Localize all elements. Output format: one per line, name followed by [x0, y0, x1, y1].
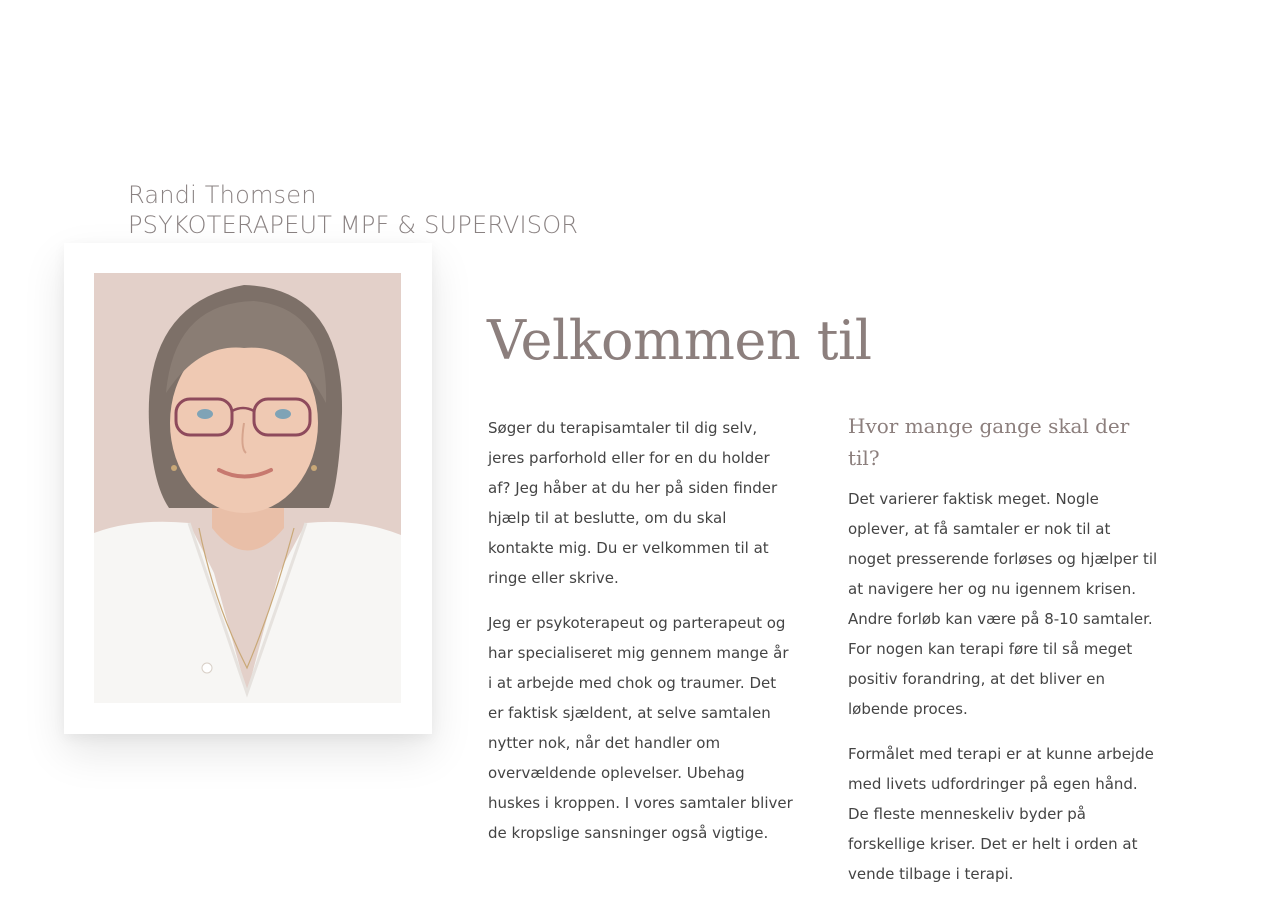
portrait-photo: [94, 273, 401, 703]
faq-heading: Hvor mange gange skal der til?: [848, 414, 1130, 470]
faq-paragraph-2: Formålet med terapi er at kunne arbejde med livets udfordringer på egen hånd. De fleste menneskeliv byder på forskellige kriser. Det er helt i orden at vende tilbage i terapi.: [848, 745, 1154, 883]
faq-paragraph-1: Det varierer faktisk meget. Nogle oplever, at få samtaler er nok til at noget presserende forløses og hjælper til at navigere her og nu igennem krisen. Andre forløb kan være på 8-10 samtaler. For nogen kan terapi føre til så meget positiv forandring, at det bliver en løbende proces.: [848, 490, 1158, 718]
portrait-card: [64, 243, 432, 734]
therapist-name[interactable]: Randi Thomsen: [128, 181, 317, 209]
site-header: [128, 180, 578, 240]
intro-column: [488, 413, 793, 863]
therapist-title: PSYKOTERAPEUT MPF & SUPERVISOR: [128, 211, 579, 239]
intro-paragraph-1: Søger du terapisamtaler til dig selv, jeres parforhold eller for en du holder af? Jeg håber at du her på siden finder hjælp til at beslutte, om du skal kontakte mig. Du er velkommen til at ringe eller skrive.: [488, 419, 778, 587]
welcome-heading: Velkommen til: [487, 309, 872, 372]
intro-paragraph-2: Jeg er psykoterapeut og parterapeut og har specialiseret mig gennem mange år i at arbejde med chok og traumer. Det er faktisk sjældent, at selve samtalen nytter nok, når det handler om overvældende oplevelser. Ubehag huskes i kroppen. I vores samtaler bliver de kropslige sansninger også vigtige.: [488, 614, 793, 842]
faq-column: [848, 410, 1158, 904]
